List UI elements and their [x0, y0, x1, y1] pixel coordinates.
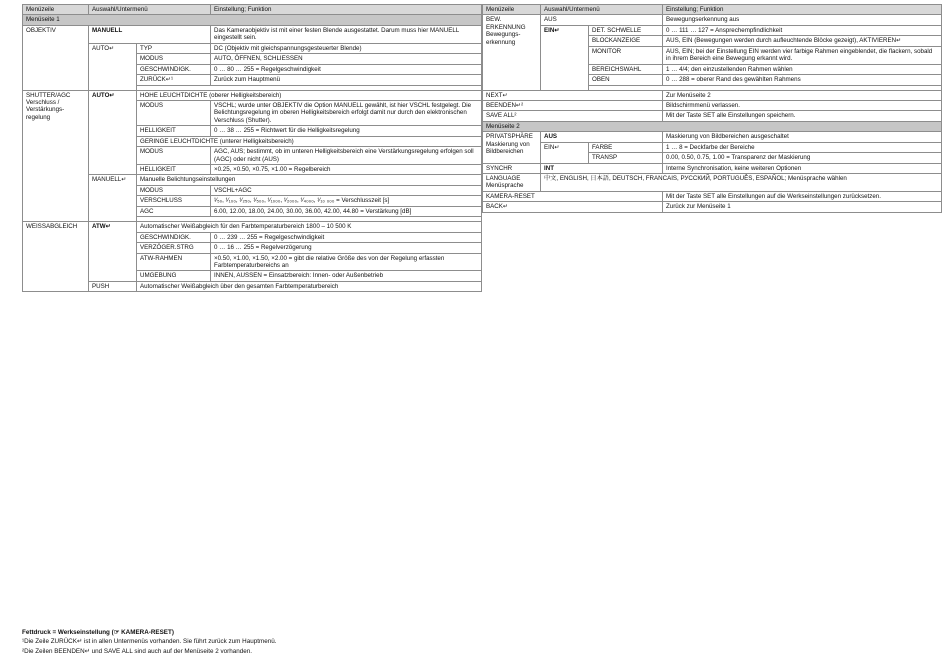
footnotes — [22, 628, 462, 656]
row-objektiv: OBJEKTIV — [23, 25, 89, 90]
header-menuzeile: Menüzeile — [23, 5, 89, 15]
row-privatsphaere: PRIVATSPHÄRE Maskierung von Bildbereichen — [483, 132, 541, 163]
header-row — [23, 5, 482, 15]
header-einstellung: Einstellung; Funktion — [211, 5, 482, 15]
section-menuseite-2: Menüseite 2 — [483, 121, 942, 131]
footnote-1: ¹Die Zeile ZURÜCK↵ ist in allen Untermenüs vorhanden. Sie führt zurück zum Hauptmenü. — [22, 638, 277, 646]
row-shutter-agc: SHUTTER/AGC Verschluss / Verstärkungs-regelung — [23, 90, 89, 222]
row-synchr: SYNCHR — [483, 163, 541, 173]
footnote-bold: Fettdruck = Werkseinstellung (☞ KAMERA-RESET) — [22, 629, 174, 636]
header-auswahl: Auswahl/Untermenü — [89, 5, 211, 15]
row-bew-erkennung: BEW. ERKENNUNG Bewegungs-erkennung — [483, 15, 541, 90]
row-back: BACK↵ — [483, 202, 663, 212]
left-menu-table: Menüzeile Auswahl/Untermenü Einstellung; Funktion Menüseite 1 OBJEKTIV MANUELL Das Kameraobjektiv ist mit einer festen Blende ausgestattet. Darum muss hier MANUELL eingestellt sein. AUTO↵ TYP DC (Objektiv mit gleichspannungsgesteuerter Blende) MODUS AUTO, ÖFFNEN, SCHLIESSEN GESCHWINDIGK. 0 … 80 … 255 = Regelgeschwindigkeit ZURÜCK↵¹ Zurück zum Hauptmenü SHUTTER/AGC Verschluss / Verstärkungs-regelung AUTO↵ HOHE LEUCHTDICHTE (oberer Helligkeitsbereich) MODUS VSCHL; wurde unter OBJEKTIV die Option MANUELL gewählt, ist hier VSCHL festgelegt. Die Belichtungsregelung im oberen Helligkeitsbereich erfolgt damit nur durch den elektronischen Verschluss (Shutter). HELLIGKEIT 0 … 38 … 255 = Richtwert für die Helligkeitsregelung GERINGE LEUCHTDICHTE (unterer Helligkeitsbereich) MODUS AGC, AUS; bestimmt, ob im unteren Helligkeitsbereich eine Verstärkungsregelung erfolgen soll (AGC) oder nicht (AUS) HELLIGKEIT ×0.25, ×0.50, ×0.75, ×1.00 = Regelbereich MANUELL↵ Manuelle Belichtungseinstellungen MODUS VSCHL+AGC VERSCHLUSS ¹⁄₅₀, ¹⁄₁₀₀, ¹⁄₂₅₀, ¹⁄₅₀₀, ¹⁄₁₀₀₀, ¹⁄₂₀₀₀, ¹⁄₄₀₀₀, ¹⁄₁₀ ₀₀₀ = Verschlusszeit [s] AGC 6.00, 12.00, 18.00, 24.00, 30.00, 36.00, 42.00, 44.80 = Verstärkung [dB] WEISSABGLEICH ATW↵ Automatischer Weißabgleich für den Farbtemperaturbereich 1800 – 10 500 K GESCHWINDIGK. 0 … 239 … 255 = Regelgeschwindigkeit VERZÖGER.STRG 0 … 16 … 255 = Regelverzögerung ATW-RAHMEN ×0.50, ×1.00, ×1.50, ×2.00 = gibt die relative Größe des von der Regelung erfassten Farbtemperaturbereichs an UMGEBUNG INNEN, AUSSEN = Einsatzbereich: Innen- oder Außenbetrieb PUSH Automatischer Weißabgleich über den gesamten Farbtemperaturbereich — [22, 4, 482, 292]
row-beenden: BEENDEN↵² — [483, 100, 663, 110]
footnote-2: ²Die Zeilen BEENDEN↵ und SAVE ALL sind auch auf der Menüseite 2 vorhanden. — [22, 647, 252, 655]
section-menuseite-1: Menüseite 1 — [23, 15, 482, 25]
row-weissabgleich: WEISSABGLEICH — [23, 222, 89, 292]
row-next: NEXT↵ — [483, 90, 663, 100]
row-kamera-reset: KAMERA-RESET — [483, 191, 663, 201]
row-language: LANGUAGE Menüsprache — [483, 174, 541, 192]
row-save-all: SAVE ALL² — [483, 111, 663, 121]
right-menu-table: Menüzeile Auswahl/Untermenü Einstellung; Funktion BEW. ERKENNUNG Bewegungs-erkennung AUS Bewegungserkennung aus EIN↵ DET. SCHWELLE 0 … 111 … 127 = Ansprechempfindlichkeit BLOCKANZEIGE AUS, EIN (Bewegungen werden durch aufleuchtende Blöcke gezeigt), AKTIVIEREN↵ MONITOR AUS, EIN; bei der Einstellung EIN werden vier farbige Rahmen eingeblendet, die flackern, sobald in ihrem Bereich eine Bewegung erkannt wird. BEREICHSWAHL 1 … 4/4; den einzustellenden Rahmen wählen OBEN 0 … 288 = oberer Rand des gewählten Rahmens NEXT↵ Zur Menüseite 2 BEENDEN↵² Bildschirmmenü verlassen. SAVE ALL² Mit der Taste SET alle Einstellungen speichern. Menüseite 2 PRIVATSPHÄRE Maskierung von Bildbereichen AUS Maskierung von Bildbereichen ausgeschaltet EIN↵ FARBE 1 … 8 = Deckfarbe der Bereiche TRANSP 0.00, 0.50, 0.75, 1.00 = Transparenz der Maskierung SYNCHR INT Interne Synchronisation, keine weiteren Optionen LANGUAGE Menüsprache 中文, ENGLISH, 日本語, DEUTSCH, FRANCAIS, РУССКИЙ, PORTUGUÊS, ESPAÑOL; Menüsprache wählen KAMERA-RESET Mit der Taste SET alle Einstellungen auf die Werkseinstellungen zurücksetzen. BACK↵ Zurück zur Menüseite 1 — [482, 4, 942, 213]
